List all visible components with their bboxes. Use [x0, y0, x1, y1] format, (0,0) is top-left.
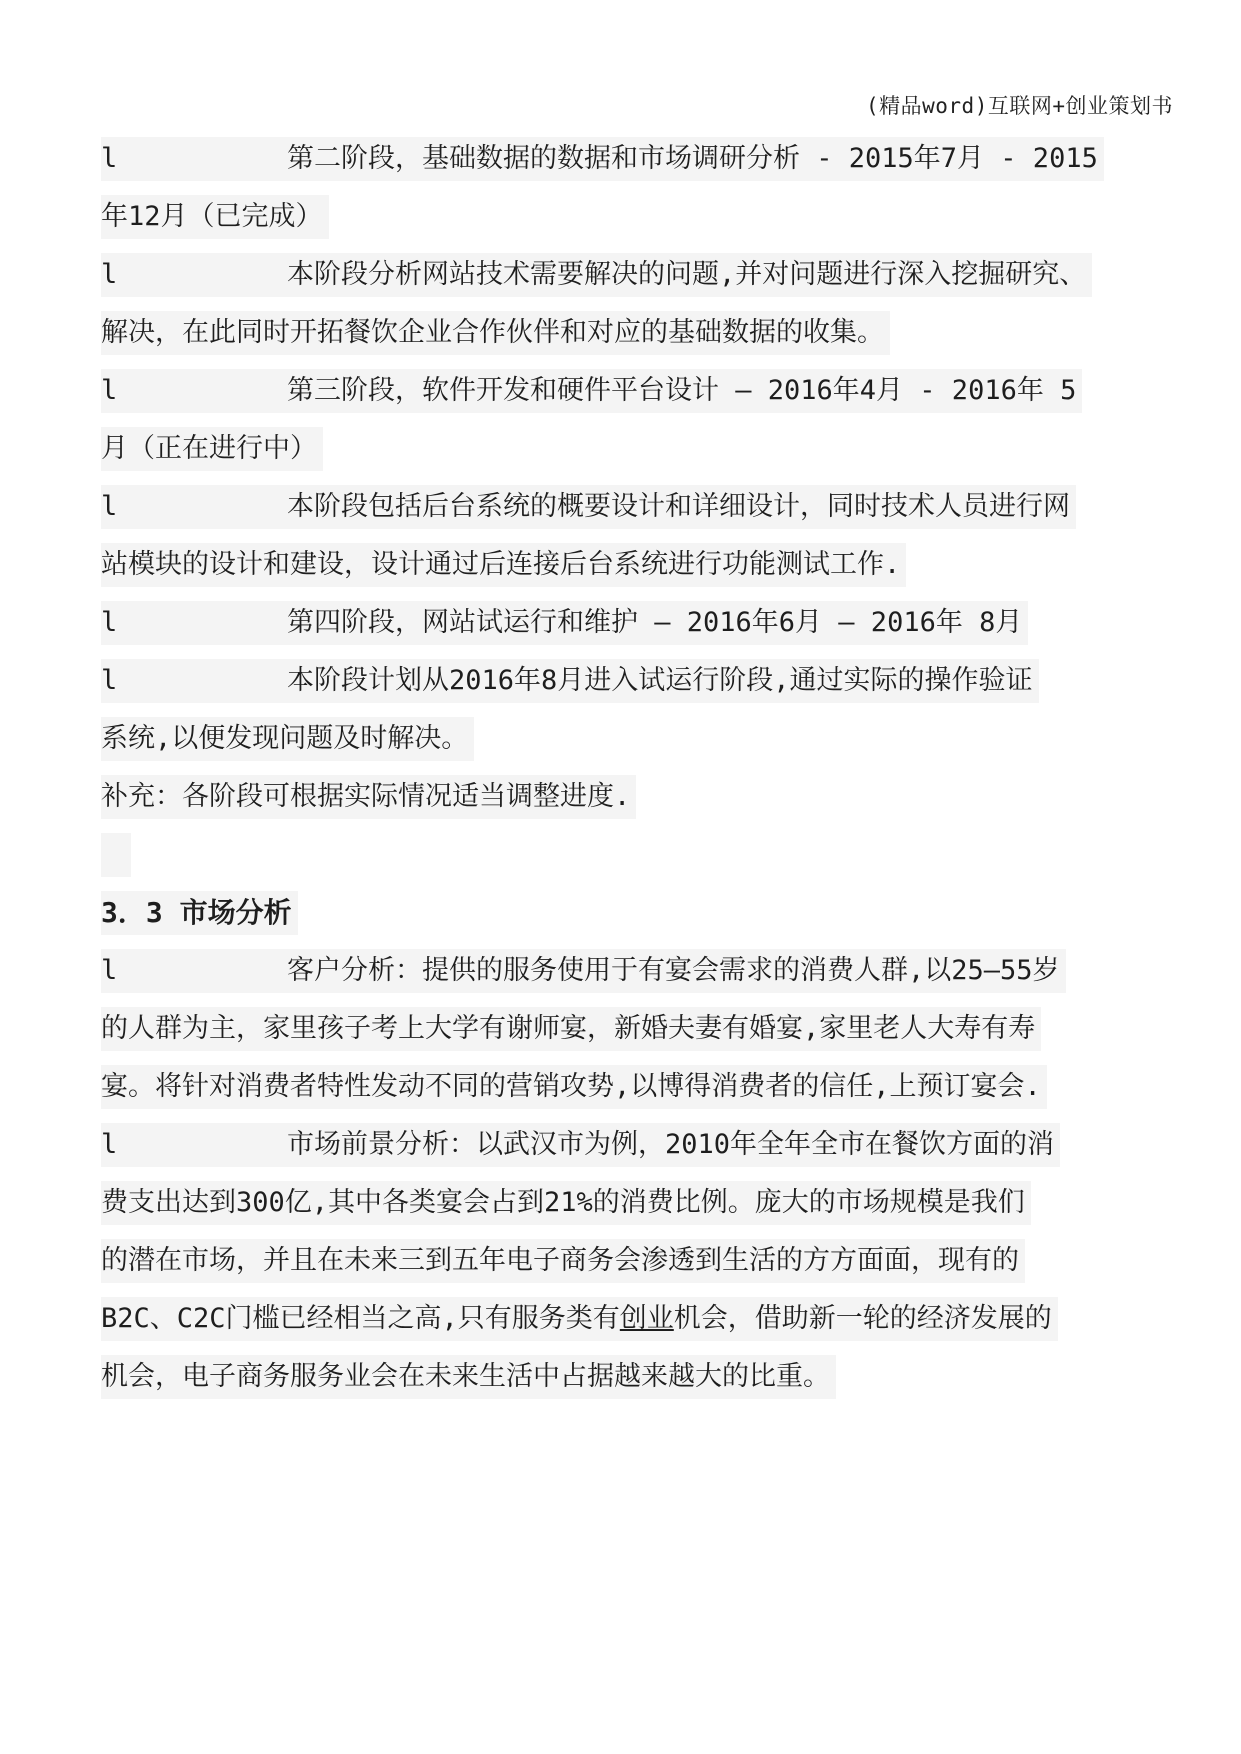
paragraph-line	[101, 659, 1039, 703]
line-text: 机会，借助新一轮的经济发展的	[673, 1303, 1052, 1334]
paragraph-line	[101, 1123, 1060, 1167]
line-text: 补充：各阶段可根据实际情况适当调整进度.	[101, 781, 631, 812]
bullet-marker: l	[101, 607, 118, 638]
line-text: 系统,以便发现问题及时解决。	[101, 723, 469, 754]
paragraph-line	[101, 601, 1028, 645]
section-heading: 3．3 市场分析	[101, 891, 298, 935]
paragraph-line	[101, 485, 1076, 529]
paragraph-line	[101, 195, 329, 239]
line-text: 客户分析：提供的服务使用于有宴会需求的消费人群,以25—55岁	[287, 955, 1060, 986]
paragraph-line	[101, 1239, 1025, 1283]
line-text: 年12月（已完成）	[101, 201, 323, 232]
bullet-marker: l	[101, 259, 118, 290]
line-text: 的潜在市场，并且在未来三到五年电子商务会渗透到生活的方方面面，现有的	[101, 1245, 1019, 1276]
paragraph-line	[101, 775, 636, 819]
paragraph-line	[101, 949, 1066, 993]
paragraph-line	[101, 717, 474, 761]
line-text: 本阶段计划从2016年8月进入试运行阶段,通过实际的操作验证	[287, 665, 1033, 696]
paragraph-line	[101, 427, 323, 471]
line-text: 第四阶段，网站试运行和维护 — 2016年6月 — 2016年 8月	[287, 607, 1023, 638]
line-text: 机会，电子商务服务业会在未来生活中占据越来越大的比重。	[101, 1361, 830, 1392]
line-text: 本阶段分析网站技术需要解决的问题,并对问题进行深入挖掘研究、	[287, 259, 1087, 290]
line-text: 第二阶段，基础数据的数据和市场调研分析 - 2015年7月 - 2015	[287, 143, 1098, 174]
line-text: 费支出达到300亿,其中各类宴会占到21%的消费比例。庞大的市场规模是我们	[101, 1187, 1025, 1218]
empty-line	[101, 833, 131, 877]
underlined-term: 创业	[619, 1303, 674, 1334]
paragraph-line	[101, 1007, 1041, 1051]
line-text: 本阶段包括后台系统的概要设计和详细设计，同时技术人员进行网	[287, 491, 1070, 522]
paragraph-line	[101, 137, 1104, 181]
page-header: (精品word)互联网+创业策划书	[865, 94, 1173, 118]
bullet-marker: l	[101, 491, 118, 522]
line-text: 站模块的设计和建设，设计通过后连接后台系统进行功能测试工作.	[101, 549, 901, 580]
line-text: 第三阶段，软件开发和硬件平台设计 — 2016年4月 - 2016年 5	[287, 375, 1077, 406]
bullet-marker: l	[101, 1129, 118, 1160]
line-text: 解决，在此同时开拓餐饮企业合作伙伴和对应的基础数据的收集。	[101, 317, 884, 348]
line-text: 市场前景分析：以武汉市为例，2010年全年全市在餐饮方面的消	[287, 1129, 1055, 1160]
paragraph-line	[101, 311, 890, 355]
bullet-marker: l	[101, 375, 118, 406]
paragraph-line	[101, 253, 1092, 297]
paragraph-line	[101, 543, 906, 587]
line-text: B2C、C2C门槛已经相当之高,只有服务类有	[101, 1303, 620, 1334]
line-text: 的人群为主，家里孩子考上大学有谢师宴，新婚夫妻有婚宴,家里老人大寿有寿	[101, 1013, 1036, 1044]
line-text: 宴。将针对消费者特性发动不同的营销攻势,以博得消费者的信任,上预订宴会.	[101, 1071, 1041, 1102]
paragraph-line	[101, 1181, 1031, 1225]
paragraph-line	[101, 1355, 836, 1399]
paragraph-line	[101, 1065, 1047, 1109]
line-text: 月（正在进行中）	[101, 433, 317, 464]
bullet-marker: l	[101, 665, 118, 696]
bullet-marker: l	[101, 143, 118, 174]
paragraph-line	[101, 369, 1082, 413]
bullet-marker: l	[101, 955, 118, 986]
paragraph-line	[101, 1297, 1058, 1341]
